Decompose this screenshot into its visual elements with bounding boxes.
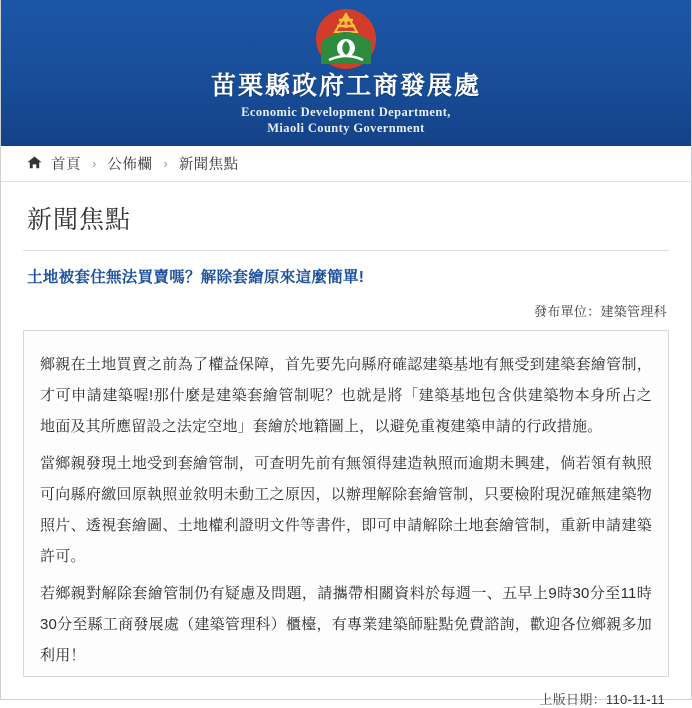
- main-content: [1, 200, 691, 708]
- article-paragraph: 鄉親在土地買賣之前為了權益保障，首先要先向縣府確認建築基地有無受到建築套繪管制，才可申請建築喔!那什麼是建築套繪管制呢？也就是將「建築基地包含供建築物本身所占之地面及其所應留設之法定空地」套繪於地籍圖上，以避免重複建築申請的行政措施。: [40, 356, 652, 435]
- site-header: [1, 0, 691, 146]
- article-paragraph: 若鄉親對解除套繪管制仍有疑慮及問題，請攜帶相關資料於每週一、五早上9時30分至11時30分至縣工商發展處（建築管理科）櫃檯，有專業建築師駐點免費諮詢，歡迎各位鄉親多加利用！: [40, 585, 652, 664]
- article-body: [23, 330, 669, 677]
- site-title-en-line2: Miaoli County Government: [267, 120, 425, 135]
- breadcrumb: [1, 146, 691, 182]
- breadcrumb-item-news[interactable]: 新聞焦點: [178, 157, 239, 173]
- page-title: 新聞焦點: [27, 206, 132, 234]
- site-title-en-line1: Economic Development Department,: [241, 104, 451, 119]
- title-divider: [23, 250, 669, 251]
- article-paragraph: 當鄉親發現土地受到套繪管制，可查明先前有無領得建造執照而逾期未興建，倘若領有執照可向縣府繳回原執照並敘明未動工之原因，以辦理解除套繪管制，只要檢附現況確無建築物照片、透視套繪圖、土地權利證明文件等書件，即可申請解除土地套繪管制，重新申請建築許可。: [40, 455, 652, 565]
- home-icon[interactable]: [27, 156, 42, 171]
- publisher-label: 發布單位：建築管理科: [533, 304, 667, 319]
- breadcrumb-item-home[interactable]: 首頁: [51, 157, 81, 173]
- article-title: 土地被套住無法買賣嗎？解除套繪原來這麼簡單!: [27, 269, 365, 286]
- breadcrumb-item-bulletin[interactable]: 公佈欄: [107, 157, 153, 173]
- breadcrumb-separator: ›: [92, 156, 97, 171]
- site-title-zh: 苗栗縣政府工商發展處: [210, 72, 481, 100]
- updated-date: 上版日期：110-11-11: [539, 692, 665, 707]
- county-emblem-icon: [315, 8, 377, 70]
- breadcrumb-separator: ›: [163, 156, 168, 171]
